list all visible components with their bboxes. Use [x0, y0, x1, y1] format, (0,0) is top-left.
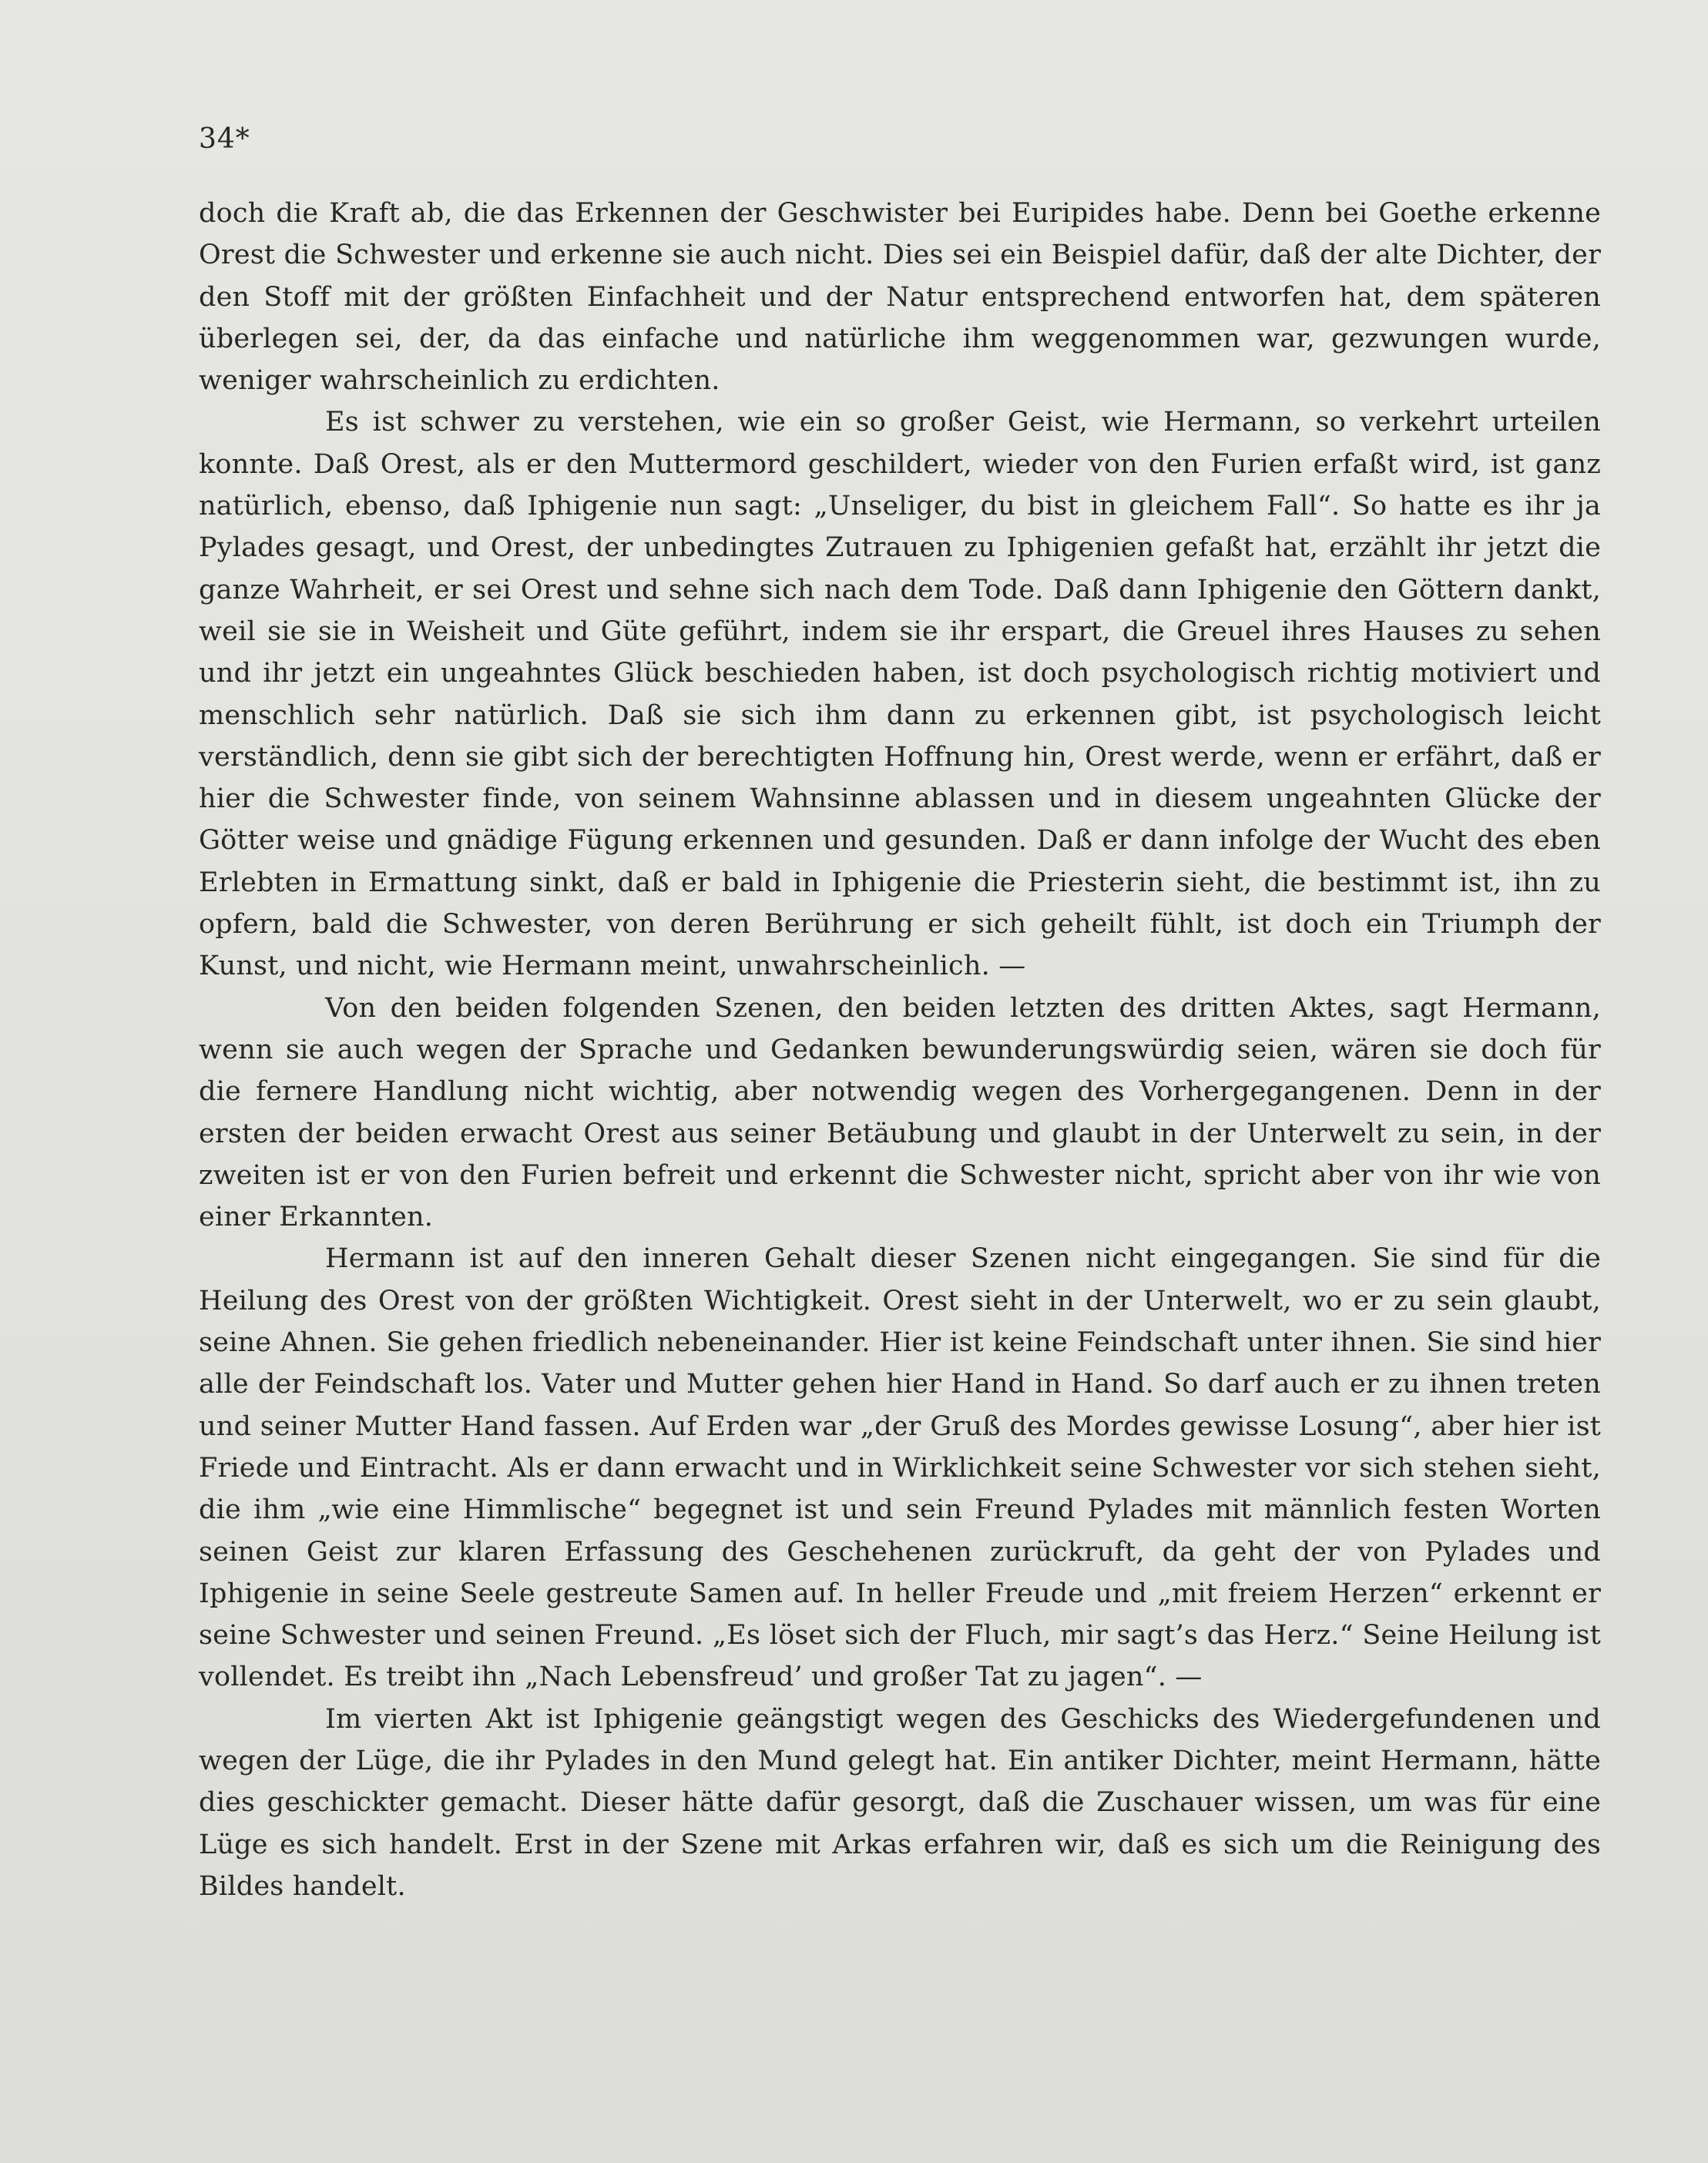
paragraph: doch die Kraft ab, die das Erkennen der Geschwister bei Euripides habe. Denn bei Goethe erkenne Orest die Schwester und erkenne sie auch nicht. Dies sei ein Beispiel dafür, daß der alte Dichter, der den Stoff mit der größten Einfachheit und der Natur entsprechend entworfen hat, dem späteren überlegen sei, der, da das einfache und natürliche ihm weggenommen war, gezwungen wurde, weniger wahrscheinlich zu erdichten.	[199, 198, 1601, 397]
paragraph: Es ist schwer zu verstehen, wie ein so großer Geist, wie Hermann, so verkehrt urteilen konnte. Daß Orest, als er den Muttermord geschildert, wieder von den Furien erfaßt wird, ist ganz natürlich, ebenso, daß Iphigenie nun sagt: „Unseliger, du bist in gleichem Fall“. So hatte es ihr ja Pylades gesagt, und Orest, der unbedingtes Zutrauen zu Iphigenien gefaßt hat, erzählt ihr jetzt die ganze Wahrheit, er sei Orest und sehne sich nach dem Tode. Daß dann Iphigenie den Göttern dankt, weil sie sie in Weisheit und Güte geführt, indem sie ihr erspart, die Greuel ihres Hauses zu sehen und ihr jetzt ein ungeahntes Glück beschieden haben, ist doch psychologisch richtig motiviert und menschlich sehr natürlich. Daß sie sich ihm dann zu erkennen gibt, ist psychologisch leicht verständlich, denn sie gibt sich der berechtigten Hoffnung hin, Orest werde, wenn er erfährt, daß er hier die Schwester finde, von seinem Wahnsinne ablassen und in diesem ungeahnten Glücke der Götter weise und gnädige Fügung erkennen und gesunden. Daß er dann infolge der Wucht des eben Erlebten in Ermattung sinkt, daß er bald in Iphigenie die Priesterin sieht, die bestimmt ist, ihn zu opfern, bald die Schwester, von deren Berührung er sich geheilt fühlt, ist doch ein Triumph der Kunst, und nicht, wie Hermann meint, unwahrscheinlich. —	[199, 407, 1601, 982]
page-number: 34*	[199, 123, 250, 155]
body-text	[199, 193, 1601, 1907]
paragraph: Von den beiden folgenden Szenen, den beiden letzten des dritten Aktes, sagt Hermann, wenn sie auch wegen der Sprache und Gedanken bewunderungswürdig seien, wären sie doch für die fernere Handlung nicht wichtig, aber notwendig wegen des Vorhergegangenen. Denn in der ersten der beiden erwacht Orest aus seiner Betäubung und glaubt in der Unterwelt zu sein, in der zweiten ist er von den Furien befreit und erkennt die Schwester nicht, spricht aber von ihr wie von einer Erkannten.	[199, 992, 1601, 1233]
paragraph: Hermann ist auf den inneren Gehalt dieser Szenen nicht eingegangen. Sie sind für die Heilung des Orest von der größten Wichtigkeit. Orest sieht in der Unterwelt, wo er zu sein glaubt, seine Ahnen. Sie gehen friedlich nebeneinander. Hier ist keine Feindschaft unter ihnen. Sie sind hier alle der Feindschaft los. Vater und Mutter gehen hier Hand in Hand. So darf auch er zu ihnen treten und seiner Mutter Hand fassen. Auf Erden war „der Gruß des Mordes gewisse Losung“, aber hier ist Friede und Eintracht. Als er dann erwacht und in Wirklichkeit seine Schwester vor sich stehen sieht, die ihm „wie eine Himmlische“ begegnet ist und sein Freund Pylades mit männlich festen Worten seinen Geist zur klaren Erfassung des Geschehenen zurückruft, da geht der von Pylades und Iphigenie in seine Seele gestreute Samen auf. In heller Freude und „mit freiem Herzen“ erkennt er seine Schwester und seinen Freund. „Es löset sich der Fluch, mir sagt’s das Herz.“ Seine Heilung ist vollendet. Es treibt ihn „Nach Lebensfreud’ und großer Tat zu jagen“. —	[199, 1243, 1601, 1693]
paragraph: Im vierten Akt ist Iphigenie geängstigt wegen des Geschicks des Wiedergefundenen und wegen der Lüge, die ihr Pylades in den Mund gelegt hat. Ein antiker Dichter, meint Hermann, hätte dies geschickter gemacht. Dieser hätte dafür gesorgt, daß die Zuschauer wissen, um was für eine Lüge es sich handelt. Erst in der Szene mit Arkas erfahren wir, daß es sich um die Reinigung des Bildes handelt.	[199, 1703, 1601, 1902]
